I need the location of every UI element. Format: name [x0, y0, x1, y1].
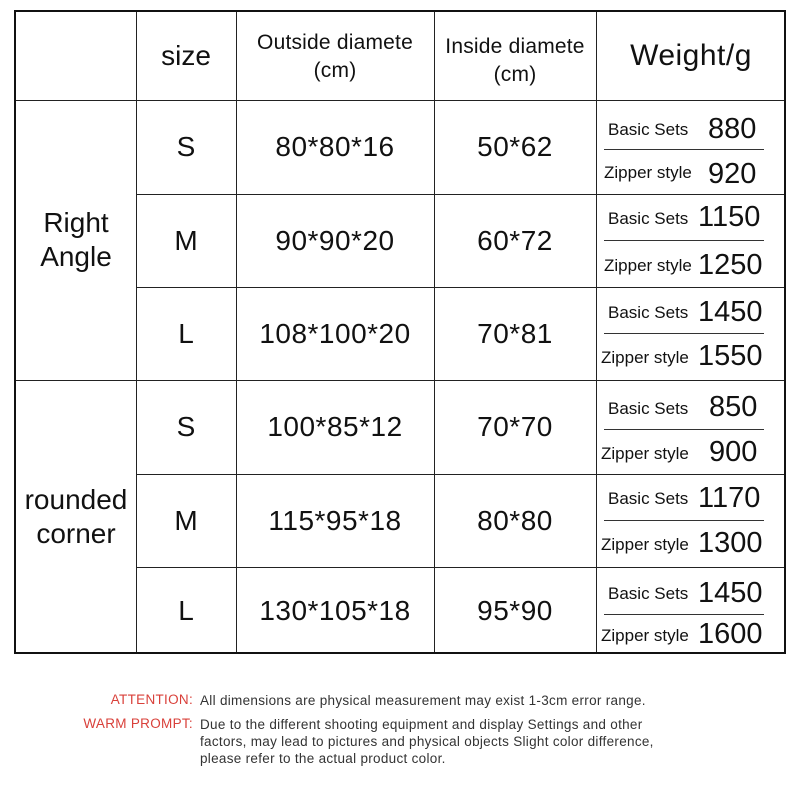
row-inside [434, 380, 596, 474]
zipper-style-weight: 900 [709, 436, 758, 468]
outside-value: 108*100*20 [259, 317, 411, 349]
size-value: S [176, 131, 196, 162]
group-name-line2: corner [36, 518, 116, 549]
zipper-style-weight: 1600 [698, 618, 763, 650]
weight-divider [604, 333, 764, 334]
size-chart-table [14, 10, 786, 654]
weight-divider [604, 429, 764, 430]
warm-prompt-line: Due to the different shooting equipment and display Settings and other [200, 717, 643, 732]
inside-value: 50*62 [477, 131, 553, 162]
row-outside [236, 474, 434, 567]
zipper-style-weight: 1550 [698, 340, 763, 372]
size-value: L [178, 594, 194, 626]
header-weight-label: Weight/g [630, 39, 752, 72]
row-size [136, 567, 236, 654]
zipper-style-weight: 1250 [698, 249, 763, 281]
outside-value: 90*90*20 [275, 224, 395, 256]
header-size-label: size [161, 40, 211, 71]
inside-value: 95*90 [477, 594, 553, 626]
inside-value: 70*81 [477, 317, 553, 349]
header-weight [596, 12, 786, 100]
row-outside [236, 194, 434, 287]
outside-value: 115*95*18 [268, 504, 402, 536]
row-size [136, 380, 236, 474]
basic-sets-label: Basic Sets [608, 489, 689, 508]
row-outside [236, 287, 434, 380]
header-outside-line2: (cm) [313, 59, 357, 82]
basic-sets-label: Basic Sets [608, 303, 689, 322]
row-outside [236, 100, 434, 194]
zipper-style-label: Zipper style [601, 444, 689, 463]
weight-divider [604, 520, 764, 521]
warm-prompt-text [200, 716, 780, 767]
zipper-style-label: Zipper style [601, 348, 689, 367]
row-size [136, 287, 236, 380]
outside-value: 100*85*12 [267, 411, 403, 442]
row-inside [434, 567, 596, 654]
attention-label: ATTENTION: [110, 692, 193, 707]
inside-value: 80*80 [477, 504, 553, 536]
size-value: M [174, 224, 198, 256]
warm-prompt-line: please refer to the actual product color. [200, 751, 446, 766]
header-inside-line1: Inside diamete [445, 35, 585, 58]
row-inside [434, 100, 596, 194]
basic-sets-label: Basic Sets [608, 209, 689, 228]
warm-prompt-line: factors, may lead to pictures and physical objects Slight color difference, [200, 734, 654, 749]
size-value: L [178, 317, 194, 349]
zipper-style-label: Zipper style [604, 163, 692, 182]
group-name-line1: rounded [24, 484, 128, 515]
row-size [136, 100, 236, 194]
row-size [136, 474, 236, 567]
zipper-style-label: Zipper style [604, 256, 692, 275]
basic-sets-weight: 1450 [698, 296, 763, 328]
basic-sets-label: Basic Sets [608, 584, 689, 603]
row-outside [236, 567, 434, 654]
header-inside-line2: (cm) [493, 63, 537, 86]
basic-sets-weight: 1170 [698, 482, 761, 514]
basic-sets-label: Basic Sets [608, 399, 689, 418]
zipper-style-weight: 920 [708, 158, 757, 190]
size-value: S [176, 411, 196, 442]
header-outside-line1: Outside diamete [257, 31, 413, 54]
inside-value: 60*72 [477, 224, 553, 256]
group-right-angle [16, 100, 136, 380]
group-name-line2: Angle [40, 241, 112, 272]
row-inside [434, 194, 596, 287]
warm-prompt-label: WARM PROMPT: [83, 716, 193, 731]
row-outside [236, 380, 434, 474]
row-inside [434, 474, 596, 567]
row-size [136, 194, 236, 287]
outside-value: 80*80*16 [275, 131, 395, 162]
inside-value: 70*70 [477, 411, 553, 442]
size-value: M [174, 504, 198, 536]
weight-divider [604, 240, 764, 241]
row-inside [434, 287, 596, 380]
basic-sets-weight: 1450 [698, 577, 763, 609]
zipper-style-label: Zipper style [601, 626, 689, 645]
weight-divider [604, 149, 764, 150]
group-name-line1: Right [43, 207, 109, 238]
basic-sets-weight: 850 [709, 391, 758, 423]
basic-sets-weight: 880 [708, 113, 757, 145]
weight-divider [604, 614, 764, 615]
basic-sets-label: Basic Sets [608, 120, 689, 139]
zipper-style-weight: 1300 [698, 527, 763, 559]
group-rounded-corner [16, 380, 136, 654]
zipper-style-label: Zipper style [601, 535, 689, 554]
basic-sets-weight: 1150 [698, 201, 761, 233]
header-inside-diameter [434, 26, 596, 96]
header-size [136, 12, 236, 100]
column-divider [596, 12, 597, 652]
attention-text: All dimensions are physical measurement may exist 1-3cm error range. [200, 693, 646, 708]
outside-value: 130*105*18 [259, 594, 411, 626]
header-outside-diameter [236, 22, 434, 92]
